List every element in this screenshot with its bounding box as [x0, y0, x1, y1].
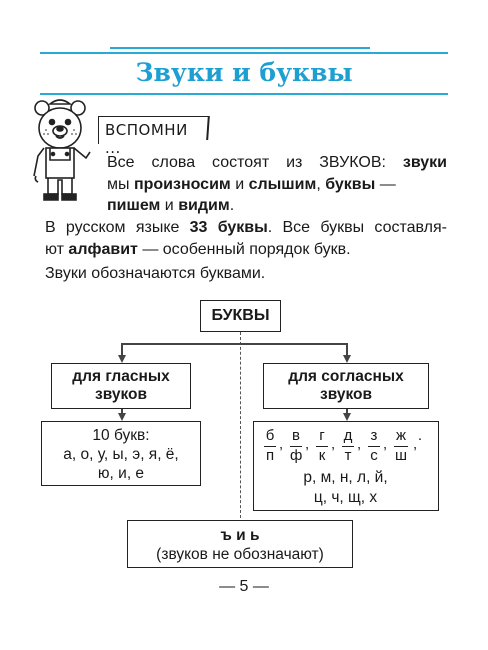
pair-bottom-3: к — [318, 447, 326, 464]
pair-bottom-5: с — [370, 447, 378, 464]
pair-top-3: г — [319, 427, 325, 444]
signs-note: (звуков не обозначают) — [156, 546, 324, 563]
intro-text-6: и — [160, 197, 179, 214]
intro-text-7: . — [229, 197, 235, 214]
vowels-header-line1: для гласных — [72, 368, 170, 385]
top-rule-long — [40, 52, 448, 54]
paired-consonants — [264, 427, 430, 467]
pair-tick-3: ’ — [331, 444, 335, 461]
consonants-header-box — [263, 363, 429, 409]
vowels-header-box — [51, 363, 191, 409]
alphabet-paragraph — [45, 217, 447, 260]
pair-top-4: д — [343, 427, 353, 444]
vowels-line1: а, о, у, ы, э, я, ё, — [63, 446, 179, 463]
signs-box — [127, 520, 353, 568]
pair-tick-2: ’ — [305, 444, 309, 461]
pair-dot: . — [417, 427, 423, 444]
intro-bold-3: слышим — [248, 175, 317, 193]
pair-bottom-6: ш — [394, 447, 408, 464]
sounds-paragraph: Звуки обозначаются буквами. — [45, 265, 266, 282]
para2-text-3: ют — [45, 240, 69, 258]
consonants-line2: ц, ч, щ, х — [313, 489, 378, 506]
intro-text-4: , — [316, 175, 326, 193]
para2-bold-2: алфавит — [68, 240, 138, 258]
remember-label: ВСПОМНИ ... — [98, 116, 208, 144]
pair-top-2: в — [292, 427, 300, 444]
bear-mascot-icon — [28, 98, 100, 206]
consonants-header-line1: для согласных — [288, 368, 404, 385]
para2-text-4: — особенный порядок букв. — [137, 240, 351, 258]
arrow-to-vowels — [118, 355, 126, 363]
pair-top-1: б — [265, 427, 275, 444]
intro-text-1: Все слова состоят из ЗВУКОВ: — [107, 154, 403, 171]
consonants-line1: р, м, н, л, й, — [303, 469, 388, 486]
intro-text-5: — — [375, 175, 396, 193]
intro-paragraph — [107, 152, 447, 217]
intro-bold-6: видим — [178, 197, 230, 214]
vowels-line2: ю, и, е — [97, 465, 145, 482]
intro-bold-1: звуки — [402, 154, 447, 171]
arrow-to-vowel-list — [118, 413, 126, 421]
intro-bold-4: буквы — [325, 175, 376, 193]
page-number: — 5 — — [219, 578, 269, 595]
pair-top-5: з — [370, 427, 378, 444]
pair-tick-4: ’ — [357, 444, 361, 461]
vowels-list-box — [41, 421, 201, 486]
branch-horizontal — [121, 343, 347, 345]
consonants-header-line2: звуков — [319, 386, 373, 403]
para2-text-1: В русском языке — [45, 219, 190, 236]
pair-top-6: ж — [395, 427, 407, 444]
pair-bottom-4: т — [344, 447, 352, 464]
title-rule — [40, 93, 448, 95]
intro-bold-2: произносим — [133, 175, 231, 193]
intro-text-3: и — [230, 175, 249, 193]
pair-bottom-1: п — [265, 447, 275, 464]
signs-title: ъ и ь — [220, 527, 260, 544]
vowels-header-line2: звуков — [94, 386, 148, 403]
pair-tick-1: ’ — [279, 444, 283, 461]
center-divider — [240, 332, 241, 518]
arrow-to-consonants — [343, 355, 351, 363]
consonants-list-box — [253, 421, 439, 511]
top-rule-short — [110, 47, 370, 49]
letters-root-box: БУКВЫ — [200, 300, 281, 332]
page-title: Звуки и буквы — [135, 58, 353, 87]
vowels-count: 10 букв: — [92, 427, 150, 444]
intro-bold-5: пишем — [107, 197, 161, 214]
para2-bold-1: 33 буквы — [189, 219, 268, 236]
pair-tick-5: ’ — [383, 444, 387, 461]
arrow-to-consonant-list — [343, 413, 351, 421]
intro-text-2: мы — [107, 175, 134, 193]
pair-bottom-2: ф — [290, 447, 303, 464]
pair-tick-6: ’ — [413, 444, 417, 461]
para2-text-2: . Все буквы составля- — [267, 219, 447, 236]
